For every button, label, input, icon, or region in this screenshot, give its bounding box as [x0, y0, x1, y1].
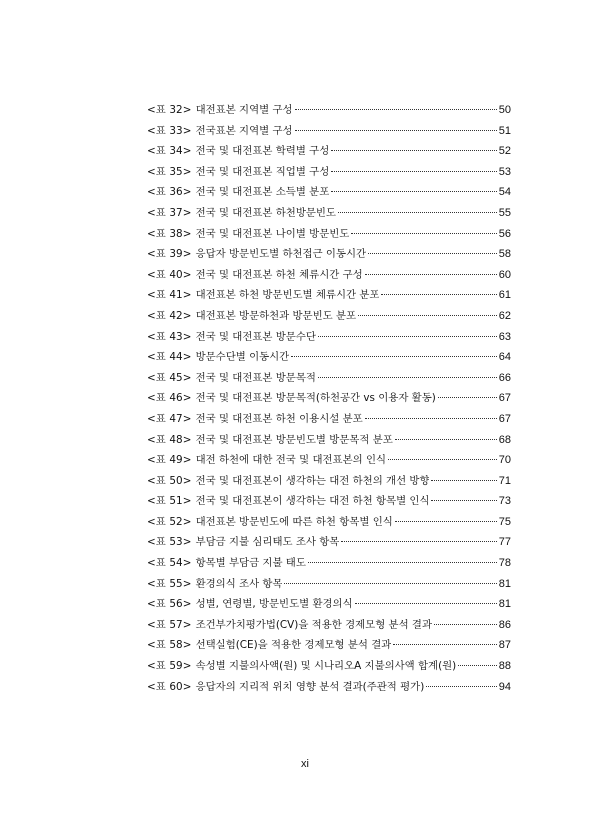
toc-entry-page: 70 [498, 454, 511, 467]
toc-entry-page: 58 [498, 248, 511, 261]
toc-entry-page: 87 [498, 639, 511, 652]
toc-entry-title: 전국 및 대전표본이 생각하는 대전 하천의 개선 방향 [195, 474, 430, 487]
dot-leader [331, 171, 497, 172]
dot-leader [393, 644, 496, 645]
dot-leader [426, 686, 497, 687]
toc-entry[interactable] [147, 327, 511, 348]
dot-leader [318, 377, 497, 378]
toc-entry-label: <표 51> [147, 495, 192, 508]
toc-entry-label: <표 55> [147, 577, 192, 590]
toc-entry[interactable] [147, 203, 511, 224]
toc-entry-page: 75 [498, 515, 511, 528]
dot-leader [318, 336, 497, 337]
toc-entry-label: <표 45> [147, 371, 192, 384]
toc-entry[interactable] [147, 635, 511, 656]
dot-leader [388, 459, 497, 460]
toc-entry[interactable] [147, 430, 511, 451]
toc-entry-title: 대전 하천에 대한 전국 및 대전표본의 인식 [195, 454, 387, 467]
toc-entry-page: 62 [498, 309, 511, 322]
toc-entry[interactable] [147, 553, 511, 574]
toc-entry[interactable] [147, 306, 511, 327]
toc-entry-page: 61 [498, 289, 511, 302]
toc-entry-page: 55 [498, 206, 511, 219]
table-of-contents [147, 100, 511, 697]
dot-leader [341, 541, 496, 542]
toc-entry-title: 전국 및 대전표본 소득별 분포 [195, 186, 330, 199]
toc-entry-title: 전국 및 대전표본 직업별 구성 [195, 165, 330, 178]
dot-leader [351, 233, 496, 234]
toc-entry-title: 조건부가치평가법(CV)을 적용한 경제모형 분석 결과 [195, 618, 433, 631]
toc-entry-label: <표 43> [147, 330, 192, 343]
toc-entry[interactable] [147, 121, 511, 142]
toc-entry-page: 50 [498, 104, 511, 116]
toc-entry[interactable] [147, 471, 511, 492]
dot-leader [381, 294, 496, 295]
toc-entry-title: 부담금 지불 심리태도 조사 항목 [195, 536, 340, 549]
dot-leader [358, 315, 497, 316]
toc-entry-title: 성별, 연령별, 방문빈도별 환경의식 [195, 598, 353, 611]
dot-leader [338, 212, 497, 213]
dot-leader [355, 603, 497, 604]
toc-entry-title: 전국 및 대전표본 나이별 방문빈도 [195, 227, 350, 240]
dot-leader [308, 562, 497, 563]
dot-leader [431, 480, 496, 481]
toc-entry[interactable] [147, 100, 511, 121]
toc-entry[interactable] [147, 162, 511, 183]
toc-entry[interactable] [147, 141, 511, 162]
toc-entry-label: <표 35> [147, 165, 192, 178]
toc-entry[interactable] [147, 532, 511, 553]
toc-entry-page: 81 [498, 598, 511, 611]
toc-entry-page: 63 [498, 330, 511, 343]
toc-entry-label: <표 33> [147, 124, 192, 137]
toc-entry-label: <표 59> [147, 660, 192, 673]
toc-entry-page: 68 [498, 433, 511, 446]
toc-entry-title: 대전표본 지역별 구성 [195, 104, 293, 116]
toc-entry-label: <표 46> [147, 392, 192, 405]
toc-entry-page: 66 [498, 371, 511, 384]
toc-entry-label: <표 49> [147, 454, 192, 467]
toc-entry[interactable] [147, 265, 511, 286]
toc-entry-title: 전국 및 대전표본 학력별 구성 [195, 145, 330, 158]
toc-entry[interactable] [147, 656, 511, 677]
toc-entry-page: 67 [498, 412, 511, 425]
toc-entry-title: 선택실험(CE)을 적용한 경제모형 분석 결과 [195, 639, 392, 652]
toc-entry[interactable] [147, 285, 511, 306]
dot-leader [365, 274, 497, 275]
toc-entry[interactable] [147, 388, 511, 409]
toc-entry-label: <표 58> [147, 639, 192, 652]
toc-entry-page: 60 [498, 268, 511, 281]
toc-entry[interactable] [147, 677, 511, 698]
toc-entry[interactable] [147, 244, 511, 265]
toc-entry-page: 81 [498, 577, 511, 590]
toc-entry-title: 전국 및 대전표본이 생각하는 대전 하천 항목별 인식 [195, 495, 430, 508]
toc-entry-title: 전국표본 지역별 구성 [195, 124, 293, 137]
toc-entry-title: 전국 및 대전표본 방문목적 [195, 371, 316, 384]
toc-entry-page: 86 [498, 618, 511, 631]
toc-entry-label: <표 32> [147, 104, 192, 116]
toc-entry-title: 응답자의 지리적 위치 영향 분석 결과(주관적 평가) [195, 680, 425, 693]
toc-entry-title: 응답자 방문빈도별 하천접근 이동시간 [195, 248, 367, 261]
toc-entry-label: <표 42> [147, 309, 192, 322]
toc-entry[interactable] [147, 224, 511, 245]
dot-leader [331, 191, 497, 192]
dot-leader [291, 356, 497, 357]
dot-leader [434, 624, 497, 625]
dot-leader [458, 665, 497, 666]
toc-entry-label: <표 56> [147, 598, 192, 611]
toc-entry-title: 전국 및 대전표본 방문수단 [195, 330, 316, 343]
toc-entry-label: <표 47> [147, 412, 192, 425]
dot-leader [331, 150, 497, 151]
toc-entry[interactable] [147, 368, 511, 389]
toc-entry-title: 대전표본 방문빈도에 따른 하천 항목별 인식 [195, 515, 393, 528]
toc-entry-title: 전국 및 대전표본 하천방문빈도 [195, 206, 336, 219]
toc-entry-label: <표 50> [147, 474, 192, 487]
dot-leader [395, 521, 497, 522]
toc-entry-title: 항목별 부담금 지불 태도 [195, 557, 306, 570]
dot-leader [284, 583, 496, 584]
toc-entry-title: 방문수단별 이동시간 [195, 351, 290, 364]
toc-entry-page: 67 [498, 392, 511, 405]
page-number: xi [301, 758, 309, 770]
toc-entry[interactable] [147, 512, 511, 533]
toc-entry-label: <표 54> [147, 557, 192, 570]
toc-entry-label: <표 41> [147, 289, 192, 302]
toc-entry-title: 속성별 지불의사액(원) 및 시나리오A 지불의사액 합계(원) [195, 660, 457, 673]
toc-entry-label: <표 37> [147, 206, 192, 219]
toc-entry-label: <표 40> [147, 268, 192, 281]
toc-entry-page: 77 [498, 536, 511, 549]
toc-entry-label: <표 52> [147, 515, 192, 528]
toc-entry[interactable] [147, 409, 511, 430]
toc-entry-page: 51 [498, 124, 511, 137]
toc-entry-page: 78 [498, 557, 511, 570]
toc-entry-page: 56 [498, 227, 511, 240]
toc-entry[interactable] [147, 574, 511, 595]
dot-leader [431, 500, 496, 501]
toc-entry-label: <표 36> [147, 186, 192, 199]
toc-entry-title: 전국 및 대전표본 하천 체류시간 구성 [195, 268, 363, 281]
toc-entry-page: 54 [498, 186, 511, 199]
toc-entry[interactable] [147, 182, 511, 203]
toc-entry-title: 대전표본 방문하천과 방문빈도 분포 [195, 309, 357, 322]
toc-entry-title: 대전표본 하천 방문빈도별 체류시간 분포 [195, 289, 380, 302]
toc-entry[interactable] [147, 594, 511, 615]
toc-entry-label: <표 60> [147, 680, 192, 693]
toc-entry-page: 71 [498, 474, 511, 487]
toc-entry-page: 73 [498, 495, 511, 508]
toc-entry-page: 52 [498, 145, 511, 158]
toc-entry-label: <표 39> [147, 248, 192, 261]
toc-entry[interactable] [147, 347, 511, 368]
toc-entry-label: <표 44> [147, 351, 192, 364]
toc-entry-title: 전국 및 대전표본 방문목적(하천공간 vs 이용자 활동) [195, 392, 436, 405]
toc-entry[interactable] [147, 491, 511, 512]
toc-entry-label: <표 38> [147, 227, 192, 240]
dot-leader [368, 253, 497, 254]
toc-entry-title: 환경의식 조사 항목 [195, 577, 283, 590]
toc-entry-label: <표 34> [147, 145, 192, 158]
dot-leader [395, 439, 497, 440]
dot-leader [438, 397, 497, 398]
toc-entry-label: <표 57> [147, 618, 192, 631]
toc-entry-title: 전국 및 대전표본 하천 이용시설 분포 [195, 412, 363, 425]
toc-entry-label: <표 48> [147, 433, 192, 446]
dot-leader [365, 418, 497, 419]
dot-leader [295, 130, 497, 131]
toc-entry-page: 53 [498, 165, 511, 178]
dot-leader [295, 109, 497, 110]
toc-entry-page: 64 [498, 351, 511, 364]
toc-entry[interactable] [147, 615, 511, 636]
toc-entry-label: <표 53> [147, 536, 192, 549]
toc-entry-page: 88 [498, 660, 511, 673]
toc-entry-title: 전국 및 대전표본 방문빈도별 방문목적 분포 [195, 433, 393, 446]
toc-entry[interactable] [147, 450, 511, 471]
toc-entry-page: 94 [498, 680, 511, 693]
